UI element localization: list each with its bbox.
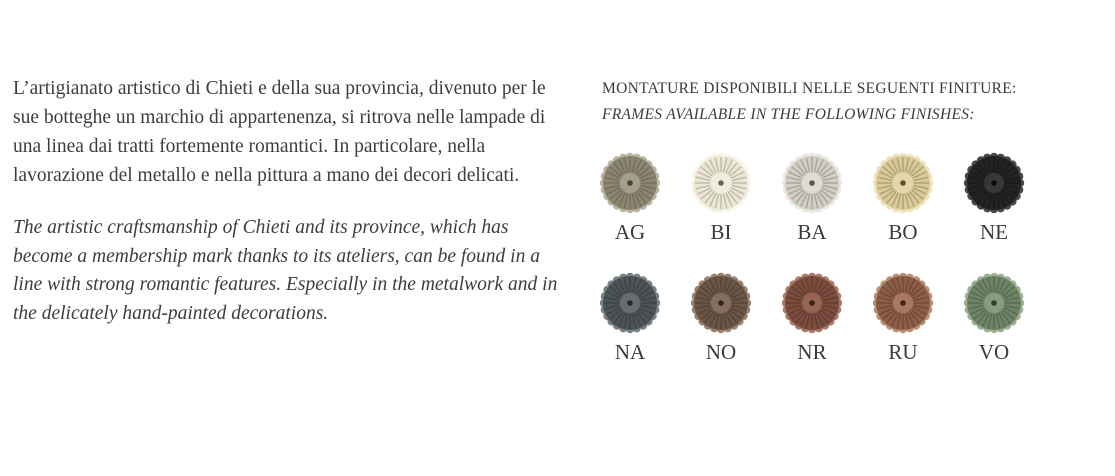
intro-text-column bbox=[13, 74, 558, 328]
finish-code-label: NE bbox=[980, 220, 1008, 244]
finish-code-label: NA bbox=[614, 340, 646, 364]
finishes-heading-english: FRAMES AVAILABLE IN THE FOLLOWING FINISHES: bbox=[602, 106, 975, 123]
rosette-icon bbox=[963, 272, 1025, 334]
finish-swatch-vo bbox=[949, 272, 1039, 364]
rosette-icon bbox=[690, 152, 752, 214]
intro-english-paragraph: The artistic craftsmanship of Chieti and its province, which has become a membership mark thanks to its ateliers, can be found in a line with strong romantic features. Especially in the metalwork and in the delicately hand-painted decorations. bbox=[13, 217, 558, 324]
finish-swatch-ba bbox=[767, 152, 857, 244]
finish-swatch-ag bbox=[585, 152, 675, 244]
finish-swatch-no bbox=[676, 272, 766, 364]
rosette-icon bbox=[872, 272, 934, 334]
rosette-icon bbox=[599, 152, 661, 214]
finish-swatch-ne bbox=[949, 152, 1039, 244]
finish-code-label: RU bbox=[888, 340, 918, 364]
finish-code-label: BI bbox=[710, 220, 732, 244]
rosette-icon bbox=[963, 152, 1025, 214]
rosette-icon bbox=[781, 272, 843, 334]
intro-italian-paragraph: L’artigianato artistico di Chieti e della sua provincia, divenuto per le sue botteghe un marchio di appartenenza, si ritrova nelle lampade di una linea dai tratti fortemente romantici. In particolare, nella lavorazione del metallo e nella pittura a mano dei decori delicati. bbox=[13, 78, 546, 186]
finish-code-label: BA bbox=[797, 220, 827, 244]
finishes-heading-italian: MONTATURE DISPONIBILI NELLE SEGUENTI FINITURE: bbox=[602, 80, 1017, 97]
rosette-icon bbox=[872, 152, 934, 214]
finish-swatch-bi bbox=[676, 152, 766, 244]
rosette-icon bbox=[781, 152, 843, 214]
finish-swatch-na bbox=[585, 272, 675, 364]
finish-code-label: VO bbox=[978, 340, 1010, 364]
finish-code-label: BO bbox=[888, 220, 918, 244]
finish-swatch-nr bbox=[767, 272, 857, 364]
finish-swatch-ru bbox=[858, 272, 948, 364]
finish-code-label: AG bbox=[614, 220, 646, 244]
rosette-icon bbox=[690, 272, 752, 334]
finish-code-label: NR bbox=[797, 340, 827, 364]
finish-swatch-bo bbox=[858, 152, 948, 244]
finish-code-label: NO bbox=[705, 340, 737, 364]
rosette-icon bbox=[599, 272, 661, 334]
finishes-panel bbox=[602, 78, 1102, 364]
